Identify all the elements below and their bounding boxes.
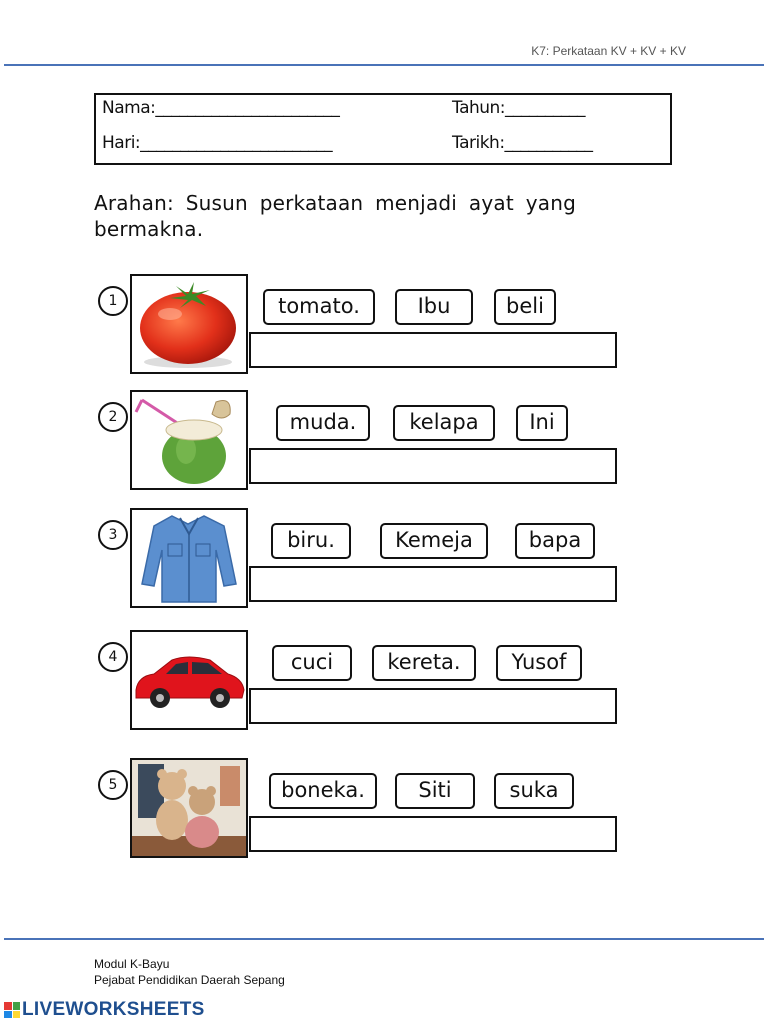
tomato-image	[130, 274, 248, 374]
answer-input[interactable]	[249, 566, 617, 602]
word-card[interactable]: Kemeja	[380, 523, 488, 559]
instruction-text: Arahan: Susun perkataan menjadi ayat yang bermakna.	[94, 191, 576, 241]
question-item-2	[0, 390, 768, 494]
liveworksheets-logo[interactable]	[4, 999, 205, 1021]
answer-input[interactable]	[249, 448, 617, 484]
footer-office: Pejabat Pendidikan Daerah Sepang	[94, 973, 285, 987]
hari-field[interactable]: Hari:________________________	[102, 133, 333, 153]
header-rule	[4, 64, 764, 66]
word-card[interactable]: bapa	[515, 523, 595, 559]
word-card[interactable]: Ibu	[395, 289, 473, 325]
footer-module: Modul K-Bayu	[94, 957, 170, 971]
word-card[interactable]: suka	[494, 773, 574, 809]
word-card[interactable]: boneka.	[269, 773, 377, 809]
word-card[interactable]: muda.	[276, 405, 370, 441]
answer-input[interactable]	[249, 332, 617, 368]
word-card[interactable]: beli	[494, 289, 556, 325]
question-item-5	[0, 758, 768, 862]
word-card[interactable]: Ini	[516, 405, 568, 441]
student-info-box	[94, 93, 672, 165]
word-card[interactable]: kereta.	[372, 645, 476, 681]
item-number: 3	[98, 520, 128, 550]
item-number: 5	[98, 770, 128, 800]
answer-input[interactable]	[249, 816, 617, 852]
question-item-1	[0, 274, 768, 378]
tahun-field[interactable]: Tahun:__________	[452, 98, 586, 118]
word-card[interactable]: tomato.	[263, 289, 375, 325]
question-item-4	[0, 630, 768, 734]
answer-input[interactable]	[249, 688, 617, 724]
word-card[interactable]: Yusof	[496, 645, 582, 681]
word-card[interactable]: cuci	[272, 645, 352, 681]
car-image	[130, 630, 248, 730]
item-number: 4	[98, 642, 128, 672]
item-number: 1	[98, 286, 128, 316]
nama-field[interactable]: Nama:_______________________	[102, 98, 340, 118]
coconut-image	[130, 390, 248, 490]
word-card[interactable]: Siti	[395, 773, 475, 809]
item-number: 2	[98, 402, 128, 432]
word-card[interactable]: kelapa	[393, 405, 495, 441]
tarikh-field[interactable]: Tarikh:___________	[452, 133, 593, 153]
shirt-image	[130, 508, 248, 608]
header-title: K7: Perkataan KV + KV + KV	[531, 44, 686, 58]
question-item-3	[0, 508, 768, 612]
word-card[interactable]: biru.	[271, 523, 351, 559]
teddy-bears-image	[130, 758, 248, 858]
liveworksheets-wordmark: LIVEWORKSHEETS	[22, 999, 205, 1020]
footer-rule	[4, 938, 764, 940]
liveworksheets-logo-icon	[4, 1002, 20, 1018]
